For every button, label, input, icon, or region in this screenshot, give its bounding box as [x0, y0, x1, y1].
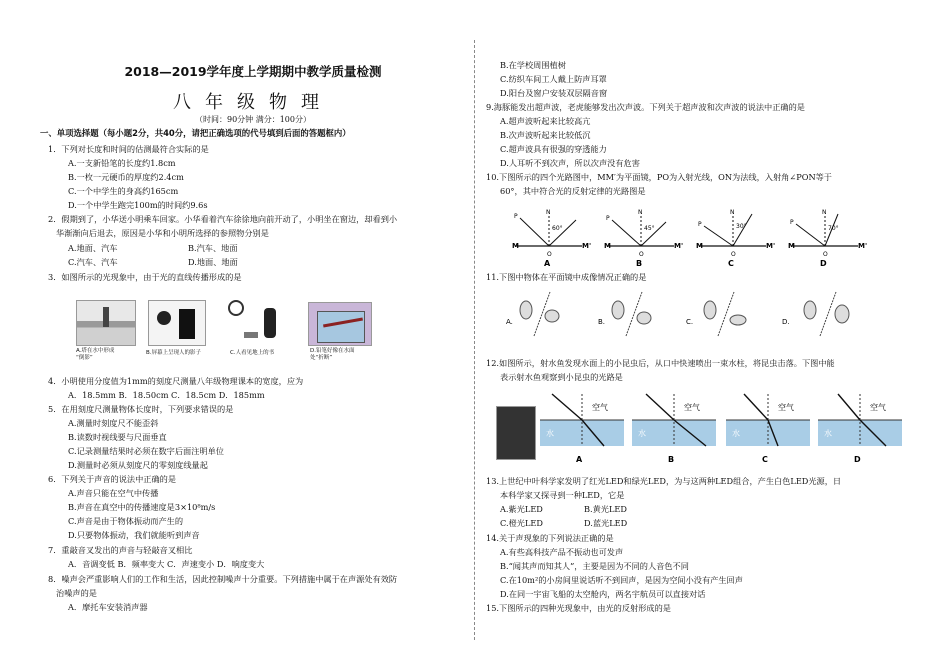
q11-option-d — [782, 292, 849, 336]
person-book-image — [224, 298, 284, 344]
question-2-line2: 华渐渐向后退去，原因是小华和小明所选择的参照物分别是 — [56, 228, 269, 238]
q8-option-a: A．摩托车安装消声器 — [68, 602, 148, 612]
q14-option-b: B.“闻其声而知其人”，主要是因为不同的人音色不同 — [500, 561, 689, 571]
q1-option-c: C.一个中学生的身高约165cm — [68, 186, 179, 196]
screen-shadow-image — [148, 300, 206, 346]
svg-text:M': M' — [582, 242, 592, 250]
q10-angle-c: 30° — [736, 223, 747, 230]
q10-angle-a: 60° — [552, 225, 563, 232]
q3-caption-b: B.屏幕上呈现人的影子 — [146, 350, 202, 356]
svg-text:N: N — [730, 209, 735, 216]
question-11: 11.下图中物体在平面镜中成像情况正确的是 — [486, 272, 647, 282]
q12-label-a: A — [576, 455, 583, 464]
q1-option-b: B.一枚一元硬币的厚度约2.4cm — [68, 172, 184, 182]
question-2-line1: 2．假期到了，小华送小明乘车回家。小华看着汽车徐徐地向前开动了，小明坐在窗边，却看到小 — [48, 214, 398, 224]
svg-text:N: N — [546, 209, 551, 216]
svg-text:M: M — [788, 242, 795, 250]
q9-option-c: C.超声波具有很强的穿透能力 — [500, 144, 607, 154]
svg-text:水: 水 — [546, 429, 554, 438]
svg-text:M: M — [604, 242, 611, 250]
q4-options: A．18.5mm B．18.50cm C．18.5cm D．185mm — [68, 390, 265, 400]
q2-option-b: B.汽车、地面 — [188, 243, 238, 253]
question-6: 6．下列关于声音的说法中正确的是 — [48, 474, 177, 484]
svg-text:O: O — [639, 251, 644, 258]
q9-option-b: B.次声波听起来比较低沉 — [500, 130, 591, 140]
q5-option-b: B.读数时视线要与尺面垂直 — [68, 432, 167, 442]
svg-text:P: P — [698, 221, 702, 228]
pencil-refraction-image — [308, 302, 372, 346]
q13-option-c: C.橙光LED — [500, 518, 543, 528]
exam-meta: （时间：90分钟 满分：100分） — [195, 115, 311, 124]
q12-diagram-b — [632, 394, 716, 464]
q11-option-c — [686, 292, 746, 336]
q8-option-d: D.阳台及窗户安装双层隔音窗 — [500, 88, 608, 98]
question-12-line2: 表示射水鱼观察到小昆虫的光路是 — [500, 372, 623, 382]
q5-option-a: A.测量时刻度尺不能歪斜 — [68, 418, 159, 428]
question-9: 9.海豚能发出超声波，老虎能够发出次声波。下列关于超声波和次声波的说法中正确的是 — [486, 102, 805, 112]
question-1: 1．下列对长度和时间的估测最符合实际的是 — [48, 144, 209, 154]
subject-title: 八年级物理 — [173, 92, 333, 113]
q10-angle-b: 45° — [644, 225, 655, 232]
q8-option-b: B.在学校周围植树 — [500, 60, 566, 70]
q10-diagram-a — [512, 209, 591, 268]
svg-text:N: N — [638, 209, 643, 216]
q1-option-a: A.一支新铅笔的长度约1.8cm — [68, 158, 176, 168]
tower-shape — [103, 307, 109, 327]
q5-option-c: C.记录测量结果时必须在数字后面注明单位 — [68, 446, 224, 456]
section-heading: 一、单项选择题（每小题2分，共40分，请把正确选项的代号填到后面的答题框内） — [40, 128, 351, 138]
question-10-line1: 10.下图所示的四个光路图中，MM′为平面镜，PO为入射光线，ON为法线，入射角∠PON等于 — [486, 172, 832, 182]
exam-title: 2018—2019学年度上学期期中教学质量检测 — [124, 64, 382, 79]
q13-option-a: A.紫光LED — [500, 504, 543, 514]
q3-caption-a: A.塔在水中形成 “倒影” — [76, 348, 115, 361]
q14-option-c: C.在10m²的小房间里说话听不到回声，是因为空间小没有产生回声 — [500, 575, 743, 585]
q14-option-a: A.有些高科技产品不振动也可发声 — [500, 547, 624, 557]
q12-label-d: D — [854, 455, 861, 464]
q6-option-a: A.声音只能在空气中传播 — [68, 488, 159, 498]
question-7: 7．重敲音叉发出的声音与轻敲音叉相比 — [48, 545, 193, 555]
q1-option-d: D.一个中学生跑完100m的时间约9.6s — [68, 200, 208, 210]
question-15: 15.下图所示的四种光现象中，由光的反射形成的是 — [486, 603, 671, 613]
q5-option-d: D.测量时必须从刻度尺的零刻度线量起 — [68, 460, 208, 470]
q9-option-a: A.超声波听起来比较高亢 — [500, 116, 591, 126]
svg-text:水: 水 — [732, 429, 740, 438]
q12-diagram-a — [540, 394, 624, 464]
q10-label-d: D — [820, 259, 827, 268]
svg-text:M: M — [512, 242, 519, 250]
q9-option-d: D.人耳听不到次声，所以次声没有危害 — [500, 158, 640, 168]
q12-diagram-d — [818, 394, 902, 464]
question-5: 5．在用刻度尺测量物体长度时，下列要求错误的是 — [48, 404, 234, 414]
q2-option-a: A.地面、汽车 — [68, 243, 118, 253]
question-13-line2: 本科学家又探寻到一种LED，它是 — [500, 490, 625, 500]
svg-text:P: P — [790, 219, 794, 226]
q12-label-c: C — [762, 455, 768, 464]
svg-text:C.: C. — [686, 318, 694, 326]
q12-label-b: B — [668, 455, 675, 464]
svg-text:O: O — [547, 251, 552, 258]
q14-option-d: D.在同一宇宙飞船的太空舱内，两名宇航员可以直接对话 — [500, 589, 706, 599]
svg-text:空气: 空气 — [592, 403, 608, 412]
q3-caption-d: D.铅笔好像在水面 处“折断” — [310, 348, 355, 361]
q10-diagram-b — [604, 209, 683, 268]
q12-diagram-c — [726, 394, 810, 464]
question-13-line1: 13.上世纪中叶科学家发明了红光LED和绿光LED，为与这两种LED组合，产生白色LED光源，日 — [486, 476, 842, 486]
q6-option-c: C.声音是由于物体振动而产生的 — [68, 516, 184, 526]
archer-fish-photo — [496, 406, 536, 460]
question-10-line2: 60°，其中符合光的反射定律的光路图是 — [500, 186, 646, 196]
q8-option-c: C.纺织车间工人戴上防声耳罩 — [500, 74, 607, 84]
q10-ray-diagrams — [504, 206, 904, 270]
svg-text:P: P — [514, 213, 518, 220]
svg-text:空气: 空气 — [778, 403, 794, 412]
svg-text:P: P — [606, 215, 610, 222]
q10-diagram-c — [696, 209, 775, 268]
tower-reflection-image — [76, 300, 136, 346]
q6-option-d: D.只要物体振动，我们就能听到声音 — [68, 530, 200, 540]
question-4: 4．小明使用分度值为1mm的刻度尺测量八年级物理课本的宽度，应为 — [48, 376, 304, 386]
q10-label-a: A — [544, 259, 551, 268]
q6-option-b: B.声音在真空中的传播速度是3×10⁸m/s — [68, 502, 216, 512]
q7-options: A．音调变低 B．频率变大 C．声速变小 D．响度变大 — [68, 559, 265, 569]
svg-text:B.: B. — [598, 318, 606, 326]
question-12-line1: 12.如图所示，射水鱼发现水面上的小昆虫后，从口中快速喷出一束水柱，将昆虫击落。下图中能 — [486, 358, 835, 368]
q10-angle-d: 70° — [828, 225, 839, 232]
question-3: 3．如图所示的光现象中，由于光的直线传播形成的是 — [48, 272, 242, 282]
q3-caption-c: C.人看见地上的书 — [230, 350, 275, 356]
q2-option-c: C.汽车、汽车 — [68, 257, 118, 267]
q11-option-b — [598, 292, 651, 336]
svg-text:水: 水 — [824, 429, 832, 438]
svg-text:水: 水 — [638, 429, 646, 438]
q11-option-a — [506, 292, 559, 336]
svg-text:O: O — [731, 251, 736, 258]
q2-option-d: D.地面、地面 — [188, 257, 238, 267]
q10-label-b: B — [636, 259, 643, 268]
q10-label-c: C — [728, 259, 734, 268]
question-14: 14.关于声现象的下列说法正确的是 — [486, 533, 614, 543]
svg-text:空气: 空气 — [870, 403, 886, 412]
svg-text:M: M — [696, 242, 703, 250]
svg-text:D.: D. — [782, 318, 790, 326]
svg-text:M': M' — [858, 242, 868, 250]
svg-text:O: O — [823, 251, 828, 258]
svg-text:M': M' — [766, 242, 776, 250]
svg-text:M': M' — [674, 242, 684, 250]
column-divider — [474, 40, 475, 640]
q13-option-b: B.黄光LED — [584, 504, 627, 514]
q10-diagram-d — [788, 209, 867, 268]
question-8-line1: 8．噪声会严重影响人们的工作和生活，因此控制噪声十分重要。下列措施中属于在声源处有效防 — [48, 574, 398, 584]
svg-text:N: N — [822, 209, 827, 216]
svg-text:A.: A. — [506, 318, 513, 326]
svg-text:空气: 空气 — [684, 403, 700, 412]
q12-ray-diagrams — [540, 390, 910, 472]
q11-mirror-diagrams — [504, 288, 904, 342]
q13-option-d: D.蓝光LED — [584, 518, 628, 528]
question-8-line2: 治噪声的是 — [56, 588, 97, 598]
